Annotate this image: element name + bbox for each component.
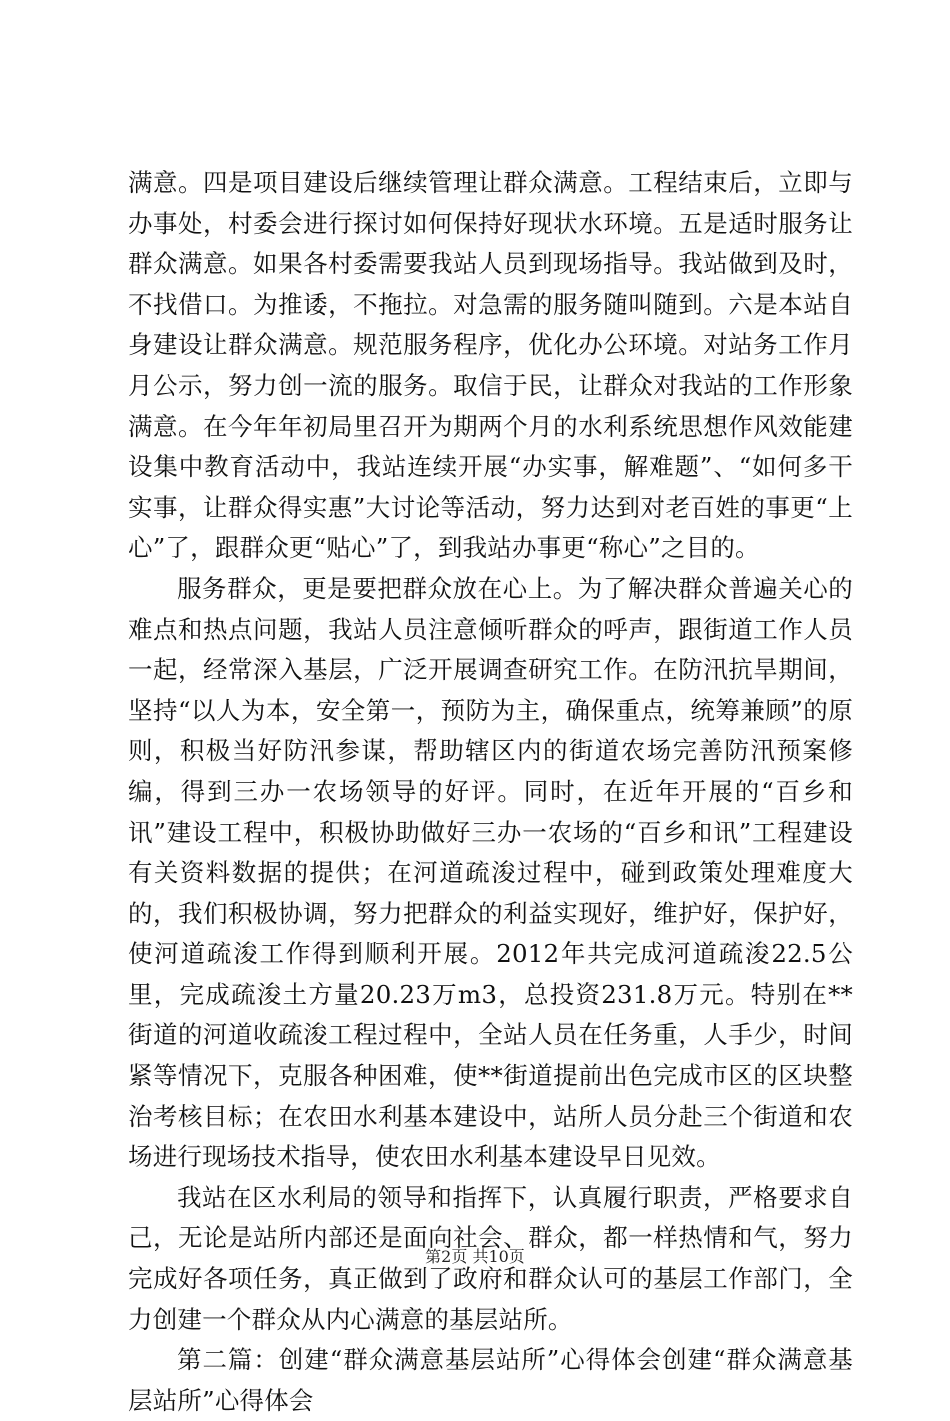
- paragraph-summary: 我站在区水利局的领导和指挥下，认真履行职责，严格要求自己，无论是站所内部还是面向社会、群众，都一样热情和气，努力完成好各项任务，真正做到了政府和群众认可的基层工作部门，全力创建一个群众从内心满意的基层站所。: [128, 1182, 853, 1334]
- paragraph-second-article-title: 第二篇：创建“群众满意基层站所”心得体会创建“群众满意基层站所”心得体会: [128, 1345, 853, 1415]
- page-number-footer: 第2页 共10页: [425, 1247, 525, 1266]
- paragraph-continued: 满意。四是项目建设后继续管理让群众满意。工程结束后，立即与办事处，村委会进行探讨如何保持好现状水环境。五是适时服务让群众满意。如果各村委需要我站人员到现场指导。我站做到及时，不找借口。为推诿，不拖拉。对急需的服务随叫随到。六是本站自身建设让群众满意。规范服务程序，优化办公环境。对站务工作月月公示，努力创一流的服务。取信于民，让群众对我站的工作形象满意。在今年年初局里召开为期两个月的水利系统思想作风效能建设集中教育活动中，我站连续开展“办实事，解难题”、“如何多干实事，让群众得实惠”大讨论等活动，努力达到对老百姓的事更“上心”了，跟群众更“贴心”了，到我站办事更“称心”之目的。: [128, 168, 853, 563]
- document-body: [128, 163, 853, 1421]
- paragraph-serve-masses: 服务群众，更是要把群众放在心上。为了解决群众普遍关心的难点和热点问题，我站人员注意倾听群众的呼声，跟街道工作人员一起，经常深入基层，广泛开展调查研究工作。在防汛抗旱期间，坚持“以人为本，安全第一，预防为主，确保重点，统筹兼顾”的原则，积极当好防汛参谋，帮助辖区内的街道农场完善防汛预案修编，得到三办一农场领导的好评。同时，在近年开展的“百乡和讯”建设工程中，积极协助做好三办一农场的“百乡和讯”工程建设有关资料数据的提供；在河道疏浚过程中，碰到政策处理难度大的，我们积极协调，努力把群众的利益实现好，维护好，保护好，使河道疏浚工作得到顺利开展。2012年共完成河道疏浚22.5公里，完成疏浚土方量20.23万m3，总投资231.8万元。特别在**街道的河道收疏浚工程过程中，全站人员在任务重，人手少，时间紧等情况下，克服各种困难，使**街道提前出色完成市区的区块整治考核目标；在农田水利基本建设中，站所人员分赴三个街道和农场进行现场技术指导，使农田水利基本建设早日见效。: [128, 573, 853, 1172]
